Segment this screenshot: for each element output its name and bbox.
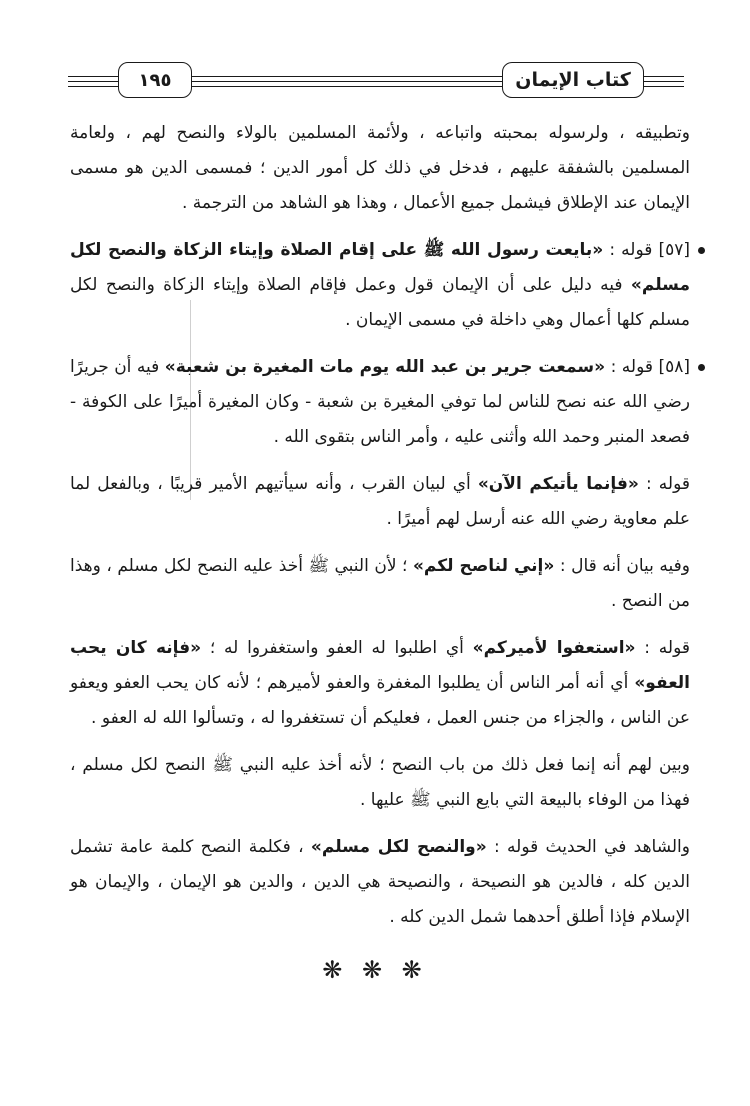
paragraph (70, 467, 690, 537)
text-run: ، فكلمة النصح كلمة عامة تشمل الدين كله ، فالدين هو النصيحة ، والنصيحة هي الدين ، والدين هو الإيمان ، والإيمان هو الإسلام فإذا أطلق أحدهما شمل الدين كله . (70, 837, 690, 927)
hadith-58-commentary (70, 350, 690, 455)
text-run: أي لبيان القرب ، وأنه سيأتيهم الأمير قريبًا ، وبالفعل لما علم معاوية رضي الله عنه أرسل لهم أميرًا . (70, 474, 690, 529)
text-run: فيه أن جريرًا رضي الله عنه نصح للناس لما توفي المغيرة بن شعبة - وكان المغيرة أميرًا على الكوفة - فصعد المنبر وحمد الله وأثنى عليه ، وأمر الناس بتقوى الله . (70, 357, 690, 447)
quoted-text: «فإنه كان يحب العفو» (70, 638, 690, 693)
page-number: ١٩٥ (118, 62, 192, 98)
paragraph (70, 748, 690, 818)
quoted-text: «فإنما يأتيكم الآن» (477, 474, 639, 494)
text-run: والشاهد في الحديث قوله : (486, 837, 690, 857)
quoted-text: «سمعت جرير بن عبد الله يوم مات المغيرة بن شعبة» (164, 357, 606, 377)
section-divider-stars: ❋ ❋ ❋ (322, 956, 428, 984)
paragraph (70, 549, 690, 619)
text-run: قوله : (635, 638, 690, 658)
paragraph (70, 830, 690, 935)
text-run: قوله : (638, 474, 690, 494)
text-run: وبين لهم أنه إنما فعل ذلك من باب النصح ؛ لأنه أخذ عليه النبي ﷺ النصح لكل مسلم ، فهذا من الوفاء بالبيعة التي بايع النبي ﷺ عليها . (70, 755, 690, 810)
text-run: وتطبيقه ، ولرسوله بمحبته واتباعه ، ولأئمة المسلمين بالولاء والنصح لهم ، ولعامة المسلمين بالشفقة عليهم ، فدخل في ذلك كل أمور الدين ؛ فمسمى الدين هو مسمى الإيمان عند الإطلاق فيشمل جميع الأعمال ، وهذا هو الشاهد من الترجمة . (70, 123, 690, 213)
book-title: كتاب الإيمان (502, 62, 644, 98)
paragraph (70, 631, 690, 736)
text-run: أي أنه أمر الناس أن يطلبوا المغفرة والعفو لأميرهم ؛ لأنه كان يحب العفو ويعفو عن الناس ، والجزاء من جنس العمل ، فعليكم أن تستغفروا له ، وتسألوا الله له العفو . (70, 673, 690, 728)
page-header (68, 62, 684, 102)
text-run: وفيه بيان أنه قال : (554, 556, 690, 576)
page-body (70, 116, 690, 935)
paragraph (70, 116, 690, 221)
quoted-text: «إني لناصح لكم» (412, 556, 555, 576)
hadith-57-commentary (70, 233, 690, 338)
text-run: فيه دليل على أن الإيمان قول وعمل فإقام الصلاة وإيتاء الزكاة والنصح لكل مسلم كلها أعمال وهي داخلة في مسمى الإيمان . (70, 275, 690, 330)
quoted-text: «بايعت رسول الله ﷺ على إقام الصلاة وإيتاء الزكاة والنصح لكل مسلم» (70, 240, 690, 295)
quoted-text: «استعفوا لأميركم» (472, 638, 636, 658)
quoted-text: «والنصح لكل مسلم» (310, 837, 487, 857)
text-run: [٥٨] قوله : (605, 357, 691, 377)
text-run: [٥٧] قوله : (603, 240, 690, 260)
text-run: أي اطلبوا له العفو واستغفروا له ؛ (201, 638, 473, 658)
text-run: ؛ لأن النبي ﷺ أخذ عليه النصح لكل مسلم ، وهذا من النصح . (70, 556, 690, 611)
